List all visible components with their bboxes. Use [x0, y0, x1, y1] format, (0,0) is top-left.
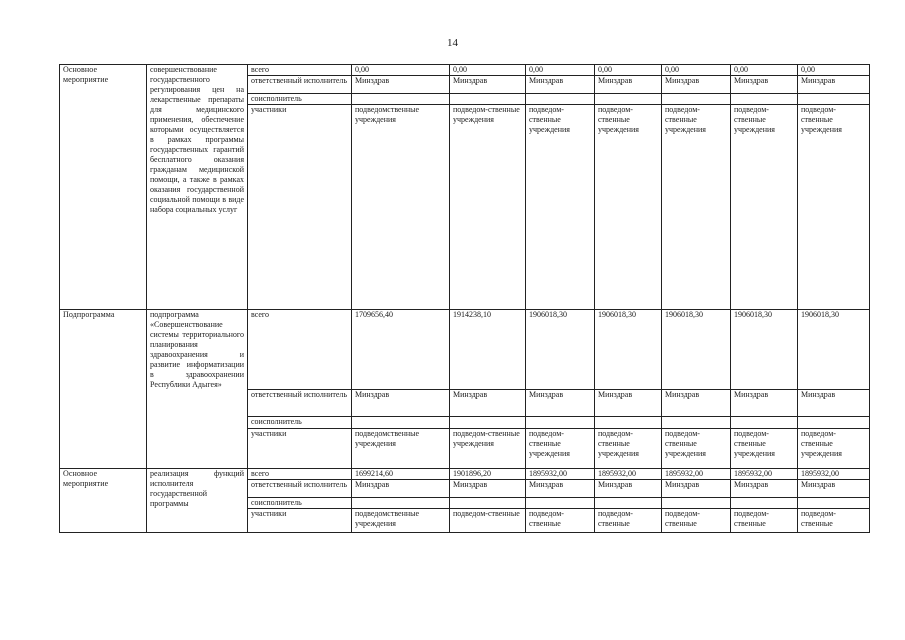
value-cell: 0,00 — [662, 65, 731, 76]
value-cell: Минздрав — [352, 390, 450, 417]
value-cell: 1906018,30 — [798, 310, 870, 390]
value-cell: подведом-ственные учреждения — [662, 429, 731, 469]
value-cell: Минздрав — [662, 76, 731, 94]
value-cell — [731, 498, 798, 509]
value-cell: Минздрав — [798, 390, 870, 417]
value-cell: Минздрав — [595, 480, 662, 498]
value-cell — [798, 498, 870, 509]
value-cell: подведом-ственные учреждения — [731, 429, 798, 469]
value-cell: 1895932,00 — [731, 469, 798, 480]
value-cell — [595, 94, 662, 105]
value-cell — [595, 417, 662, 429]
role-cell: соисполнитель — [248, 498, 352, 509]
value-cell: подведом-ственные — [662, 509, 731, 533]
value-cell: подведом-ственные учреждения — [526, 105, 595, 310]
value-cell — [798, 94, 870, 105]
program-table — [59, 64, 870, 533]
value-cell — [595, 498, 662, 509]
value-cell — [352, 417, 450, 429]
table-row — [60, 65, 870, 76]
value-cell — [352, 94, 450, 105]
name-cell: подпрограмма «Совершенствование системы территориального планирования здравоохранения и развитие информатизации в здравоохранении Республики Адыгея» — [147, 310, 248, 469]
level-cell: Основное мероприятие — [60, 65, 147, 310]
value-cell: Минздрав — [450, 390, 526, 417]
value-cell: Минздрав — [595, 390, 662, 417]
value-cell: 1895932,00 — [595, 469, 662, 480]
value-cell: подведомственные учреждения — [352, 429, 450, 469]
value-cell: подведом-ственные — [798, 509, 870, 533]
value-cell: Минздрав — [450, 480, 526, 498]
name-cell: совершенствование государственного регулирования цен на лекарственные препараты для медицинского применения, обеспечение которыми осуществляется в рамках программы государственных гарантий бесплатного оказания гражданам медицинской помощи, а также в рамках оказания государственной социальной помощи в виде набора социальных услуг — [147, 65, 248, 310]
value-cell: Минздрав — [731, 76, 798, 94]
value-cell: Минздрав — [662, 480, 731, 498]
value-cell: Минздрав — [526, 390, 595, 417]
value-cell: подведом-ственные — [731, 509, 798, 533]
value-cell: Минздрав — [731, 390, 798, 417]
table-row — [60, 469, 870, 480]
value-cell: Минздрав — [798, 76, 870, 94]
role-cell: соисполнитель — [248, 417, 352, 429]
value-cell — [352, 498, 450, 509]
role-cell: всего — [248, 310, 352, 390]
value-cell — [450, 417, 526, 429]
value-cell: 1906018,30 — [526, 310, 595, 390]
value-cell: Минздрав — [731, 480, 798, 498]
value-cell: подведом-ственные — [595, 509, 662, 533]
level-cell: Основное мероприятие — [60, 469, 147, 533]
value-cell: Минздрав — [450, 76, 526, 94]
value-cell: подведом-ственные учреждения — [798, 105, 870, 310]
value-cell: Минздрав — [798, 480, 870, 498]
page-number: 14 — [447, 37, 458, 49]
value-cell: 1906018,30 — [595, 310, 662, 390]
value-cell: Минздрав — [662, 390, 731, 417]
value-cell — [526, 417, 595, 429]
value-cell: Минздрав — [526, 480, 595, 498]
value-cell: подведом-ственные учреждения — [450, 105, 526, 310]
value-cell — [526, 498, 595, 509]
value-cell: 1895932,00 — [526, 469, 595, 480]
value-cell: 0,00 — [798, 65, 870, 76]
role-cell: участники — [248, 429, 352, 469]
value-cell: подведом-ственные учреждения — [798, 429, 870, 469]
value-cell: Минздрав — [526, 76, 595, 94]
value-cell — [798, 417, 870, 429]
value-cell: Минздрав — [595, 76, 662, 94]
value-cell: подведом-ственные учреждения — [595, 105, 662, 310]
value-cell: 1906018,30 — [662, 310, 731, 390]
role-cell: всего — [248, 65, 352, 76]
value-cell: 1901896,20 — [450, 469, 526, 480]
value-cell: подведом-ственные учреждения — [731, 105, 798, 310]
role-cell: ответственный исполнитель — [248, 390, 352, 417]
value-cell: подведомственные учреждения — [352, 509, 450, 533]
value-cell: Минздрав — [352, 480, 450, 498]
name-cell: реализация функций исполнителя государственной программы — [147, 469, 248, 533]
table-body — [60, 65, 870, 533]
value-cell — [731, 417, 798, 429]
value-cell: 1699214,60 — [352, 469, 450, 480]
value-cell — [450, 498, 526, 509]
role-cell: ответственный исполнитель — [248, 76, 352, 94]
value-cell: подведом-ственные учреждения — [526, 429, 595, 469]
role-cell: ответственный исполнитель — [248, 480, 352, 498]
value-cell: 1709656,40 — [352, 310, 450, 390]
value-cell: подведом-ственные учреждения — [662, 105, 731, 310]
value-cell — [662, 498, 731, 509]
value-cell: 1906018,30 — [731, 310, 798, 390]
value-cell — [731, 94, 798, 105]
value-cell: подведомственные учреждения — [352, 105, 450, 310]
role-cell: участники — [248, 105, 352, 310]
role-cell: соисполнитель — [248, 94, 352, 105]
value-cell — [662, 94, 731, 105]
value-cell: 0,00 — [731, 65, 798, 76]
value-cell: 0,00 — [526, 65, 595, 76]
value-cell: подведом-ственные учреждения — [595, 429, 662, 469]
value-cell: 0,00 — [450, 65, 526, 76]
value-cell — [526, 94, 595, 105]
value-cell: подведом-ственные — [526, 509, 595, 533]
table-row — [60, 310, 870, 390]
value-cell: 0,00 — [595, 65, 662, 76]
value-cell — [450, 94, 526, 105]
value-cell: подведом-ственные — [450, 509, 526, 533]
value-cell: подведом-ственные учреждения — [450, 429, 526, 469]
value-cell — [662, 417, 731, 429]
role-cell: всего — [248, 469, 352, 480]
level-cell: Подпрограмма — [60, 310, 147, 469]
value-cell: Минздрав — [352, 76, 450, 94]
value-cell: 1895932,00 — [662, 469, 731, 480]
value-cell: 1895932,00 — [798, 469, 870, 480]
value-cell: 1914238,10 — [450, 310, 526, 390]
value-cell: 0,00 — [352, 65, 450, 76]
role-cell: участники — [248, 509, 352, 533]
